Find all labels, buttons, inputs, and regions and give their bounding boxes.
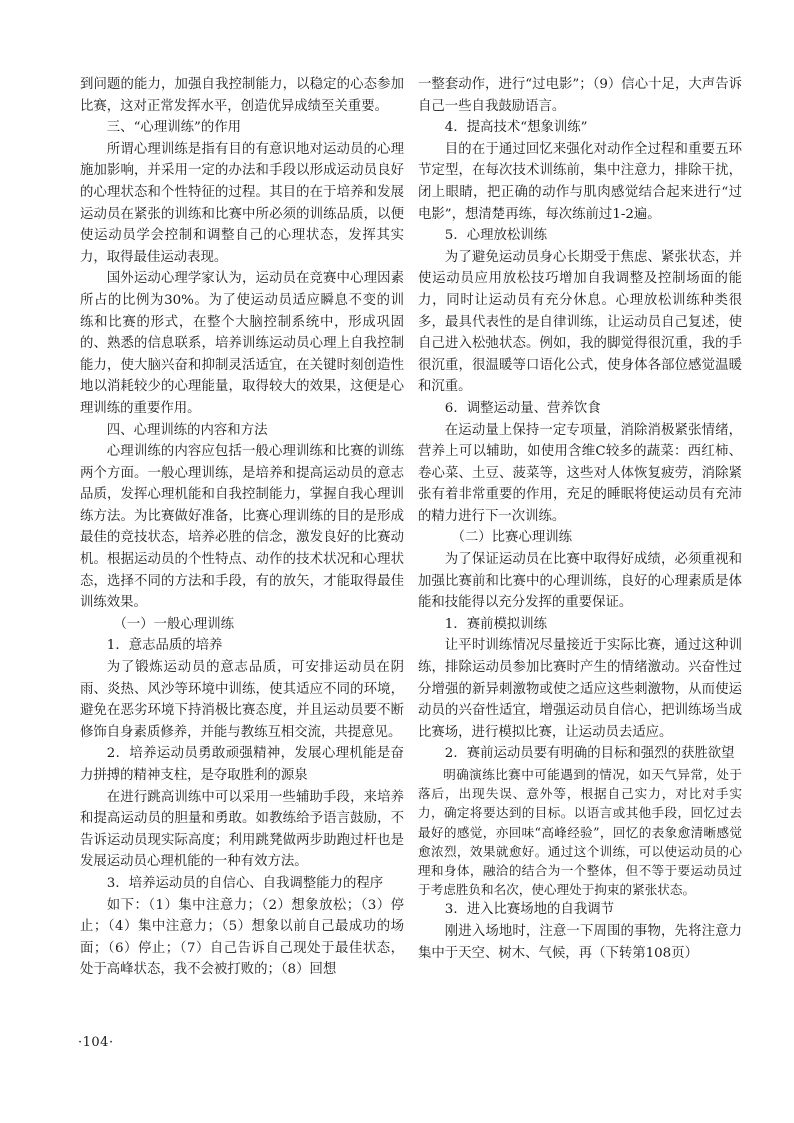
item-heading-confidence: 3．培养运动员的自信心、自我调整能力的程序 <box>106 875 384 891</box>
paragraph: 刚进入场地时，注意一下周围的事物，先将注意力集中于天空、树木、气候，再（下转第108页） <box>418 924 742 961</box>
item-heading-venue: 3．进入比赛场地的自我调节 <box>444 902 615 918</box>
paragraph: 为了锻炼运动员的意志品质，可安排运动员在阴雨、炎热、风沙等环境中训练，使其适应不同的环境，避免在恶劣环境下持消极比赛态度，并且运动员要不断修饰自身素质修养，并能与教练互相交流，共提意见。 <box>80 660 404 740</box>
subsection-heading-competition: （二）比赛心理训练 <box>451 530 573 546</box>
section-heading-role: 三、“心理训练”的作用 <box>106 120 242 136</box>
paragraph: 一整套动作，进行“过电影”；（9）信心十足，大声告诉自己一些自我鼓励语言。 <box>418 77 742 114</box>
right-column <box>418 74 742 964</box>
item-heading-simulation: 1．赛前模拟训练 <box>444 616 548 632</box>
paragraph: 所谓心理训练是指有目的有意识地对运动员的心理施加影响，并采用一定的办法和手段以形成运动员良好的心理状态和个性特征的过程。其目的在于培养和发展运动员在紧张的训练和比赛中所必须的训练品质，以便使运动员学会控制和调整自己的心理状态，发挥其实力，取得最佳运动表现。 <box>80 141 404 265</box>
page-number: ·104· <box>78 1035 114 1050</box>
left-column <box>80 74 404 981</box>
paragraph: 国外运动心理学家认为，运动员在竞赛中心理因素所占的比例为30%。为了使运动员适应瞬息不变的训练和比赛的形式，在整个大脑控制系统中，形成巩固的、熟悉的信息联系，培养训练运动员心理上自我控制能力，使大脑兴奋和抑制灵活适宜，在关键时刻创造性地以消耗较少的心理能量，取得较大的效果，这便是心理训练的重要作用。 <box>80 271 404 416</box>
paragraph: 让平时训练情况尽量接近于实际比赛，通过这种训练，排除运动员参加比赛时产生的情绪激动。兴奋性过分增强的新异刺激物或使之适应这些刺激物，从而使运动员的兴奋性适宜，增强运动员自信心，把训练场当成比赛场，进行模拟比赛，让运动员去适应。 <box>418 638 742 740</box>
paragraph: 为了避免运动员身心长期受于焦虑、紧张状态，并使运动员应用放松技巧增加自我调整及控制场面的能力，同时让运动员有充分休息。心理放松训练种类很多，最具代表性的是自律训练，让运动员自己复述，使自己进入松弛状态。例如，我的脚觉得很沉重，我的手很沉重，很温暖等口语化公式，使身体各部位感觉温暖和沉重。 <box>418 249 742 395</box>
subsection-heading-general: （一）一般心理训练 <box>113 616 235 632</box>
item-heading-adjust: 6．调整运动量、营养饮食 <box>444 400 601 416</box>
paragraph: 为了保证运动员在比赛中取得好成绩，必须重视和加强比赛前和比赛中的心理训练，良好的心理素质是体能和技能得以充分发挥的重要保证。 <box>418 552 742 611</box>
paragraph: 如下：（1）集中注意力；（2）想象放松；（3）停止；（4）集中注意力；（5）想象以前自己最成功的场面；（6）停止；（7）自己告诉自己现处于最佳状态，处于高峰状态，我不会被打败的；（8）回想 <box>80 897 404 978</box>
item-heading-will: 1．意志品质的培养 <box>106 638 223 654</box>
paragraph: 目的在于通过回忆来强化对动作全过程和重要五环节定型，在每次技术训练前，集中注意力，排除干扰，闭上眼睛，把正确的动作与肌肉感觉结合起来进行“过电影”，想清楚再练，每次练前过1-2遍。 <box>418 141 742 222</box>
item-heading-tech: 4．提高技术“想象训练” <box>444 120 588 136</box>
item-heading-relax: 5．心理放松训练 <box>444 228 548 244</box>
paragraph: 心理训练的内容应包括一般心理训练和比赛的训练两个方面。一般心理训练，是培养和提高运动员的意志品质，发挥心理机能和自我控制能力，掌握自我心理训练方法。为比赛做好准备，比赛心理训练的目的是形成最佳的竞技状态，培养必胜的信念，激发良好的比赛动机。根据运动员的个性特点、动作的技术状况和心理状态，选择不同的方法和手段，有的放矢，才能取得最佳训练效果。 <box>80 444 404 611</box>
paragraph: 明确演练比赛中可能遇到的情况，如天气异常，处于落后，出现失误、意外等，根据自己实力，对比对手实力，确定将要达到的目标。以语言或其他手段，回忆过去最好的感觉，亦回味“高峰经验”，回忆的表象愈清晰感觉愈浓烈，效果就愈好。通过这个训练，可以使运动员的心理和身体，融洽的结合为一个整体，但不等于要运动员过于考虑胜负和名次，使心理处于拘束的紧张状态。 <box>418 767 742 898</box>
section-heading-content: 四、心理训练的内容和方法 <box>106 422 268 438</box>
paragraph: 在运动量上保持一定专项量，消除消极紧张情绪，营养上可以辅助，如使用含维C较多的蔬菜：西红柿、卷心菜、土豆、菠菜等，这些对人体恢复疲劳，消除紧张有着非常重要的作用，充足的睡眠将使运动员有充沛的精力进行下一次训练。 <box>418 422 742 524</box>
item-heading-goal: 2．赛前运动员要有明确的目标和强烈的获胜欲望 <box>444 746 735 762</box>
paragraph: 到问题的能力，加强自我控制能力，以稳定的心态参加比赛，这对正常发挥水平，创造优异成绩至关重要。 <box>80 77 404 114</box>
item-heading-brave: 2．培养运动员勇敢顽强精神，发展心理机能是奋力拼搏的精神支柱，是夺取胜利的源泉 <box>80 746 404 783</box>
paragraph: 在进行跳高训练中可以采用一些辅助手段，来培养和提高运动员的胆量和勇敢。如教练给予语言鼓励，不告诉运动员现实际高度；利用跳凳做两步助跑过杆也是发展运动员心理机能的一种有效方法。 <box>80 789 404 870</box>
